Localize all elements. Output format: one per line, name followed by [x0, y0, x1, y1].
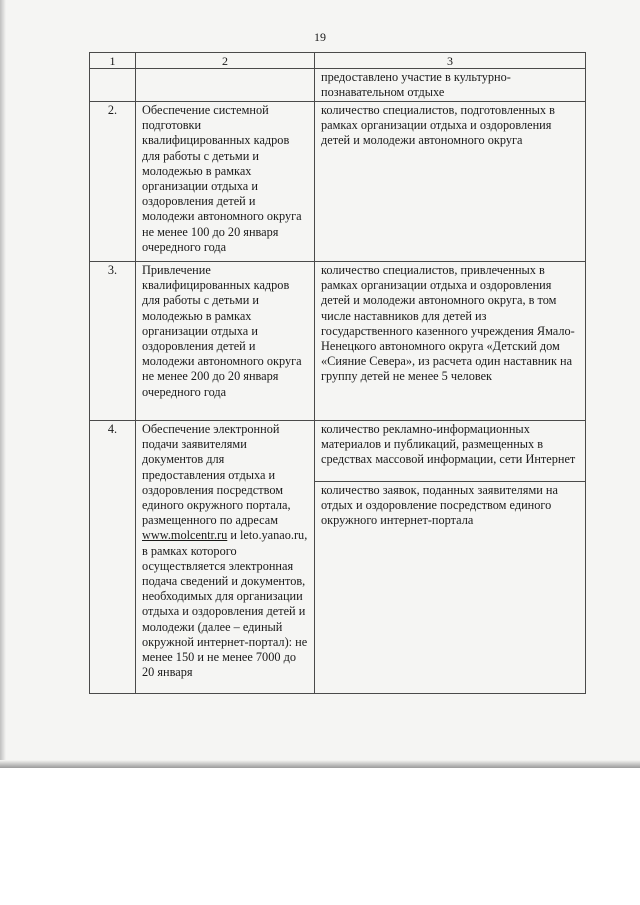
leto-link[interactable]: leto.yanao.ru [240, 528, 305, 543]
row-number: 3. [90, 262, 136, 421]
row-number: 2. [90, 102, 136, 262]
scan-edge-bottom [0, 760, 640, 768]
scan-edge-left [0, 0, 6, 768]
table-row [90, 421, 586, 482]
indicator-cell: количество рекламно-информационных материалов и публикаций, размещенных в средствах массовой информации, сети Интернет [315, 421, 586, 482]
task-text-rest: , в рамках которого осуществляется электронная подача сведений и документов, необходимых для организации отдыха и оздоровления детей и молодежи (далее – единый окружной интернет-портал): не менее 150 и не менее 7000 до 20 января [142, 528, 308, 680]
table-row-continuation [90, 69, 586, 102]
row-number: 4. [90, 421, 136, 694]
task-cell [136, 421, 315, 694]
table-row [90, 262, 586, 421]
table-row [90, 102, 586, 262]
document-table [89, 52, 586, 694]
task-text: Обеспечение электронной подачи заявителями документов для предоставления отдыха и оздоровления посредством единого окружного портала, размещенного по адресам [142, 422, 291, 528]
molcentr-link[interactable]: www.molcentr.ru [142, 528, 228, 543]
task-cell: Обеспечение системной подготовки квалифицированных кадров для работы с детьми и молодежью в рамках организации отдыха и оздоровления детей и молодежи автономного округа не менее 100 до 20 января очередного года [136, 102, 315, 262]
column-header-2: 2 [136, 53, 315, 69]
table-header-row [90, 53, 586, 69]
indicator-cell: количество специалистов, привлеченных в рамках организации отдыха и оздоровления детей и молодежи автономного округа, в том числе наставников для детей из государственного казенного учреждения Ямало-Ненецкого автономного округа «Детский дом «Сияние Севера», из расчета один наставник на группу детей не менее 5 человек [315, 262, 586, 421]
indicator-cell: количество специалистов, подготовленных в рамках организации отдыха и оздоровления детей и молодежи автономного округа [315, 102, 586, 262]
cell-task [136, 69, 315, 102]
page-number: 19 [314, 30, 326, 44]
task-text-and: и [227, 528, 240, 543]
task-cell: Привлечение квалифицированных кадров для работы с детьми и молодежью в рамках организации отдыха и оздоровления детей и молодежи автономного округа не менее 200 до 20 января очередного года [136, 262, 315, 421]
cell-num [90, 69, 136, 102]
cell-indicator: предоставлено участие в культурно-познавательном отдыхе [315, 69, 586, 102]
column-header-1: 1 [90, 53, 136, 69]
indicator-cell: количество заявок, поданных заявителями на отдых и оздоровление посредством единого окружного интернет-портала [315, 482, 586, 694]
column-header-3: 3 [315, 53, 586, 69]
